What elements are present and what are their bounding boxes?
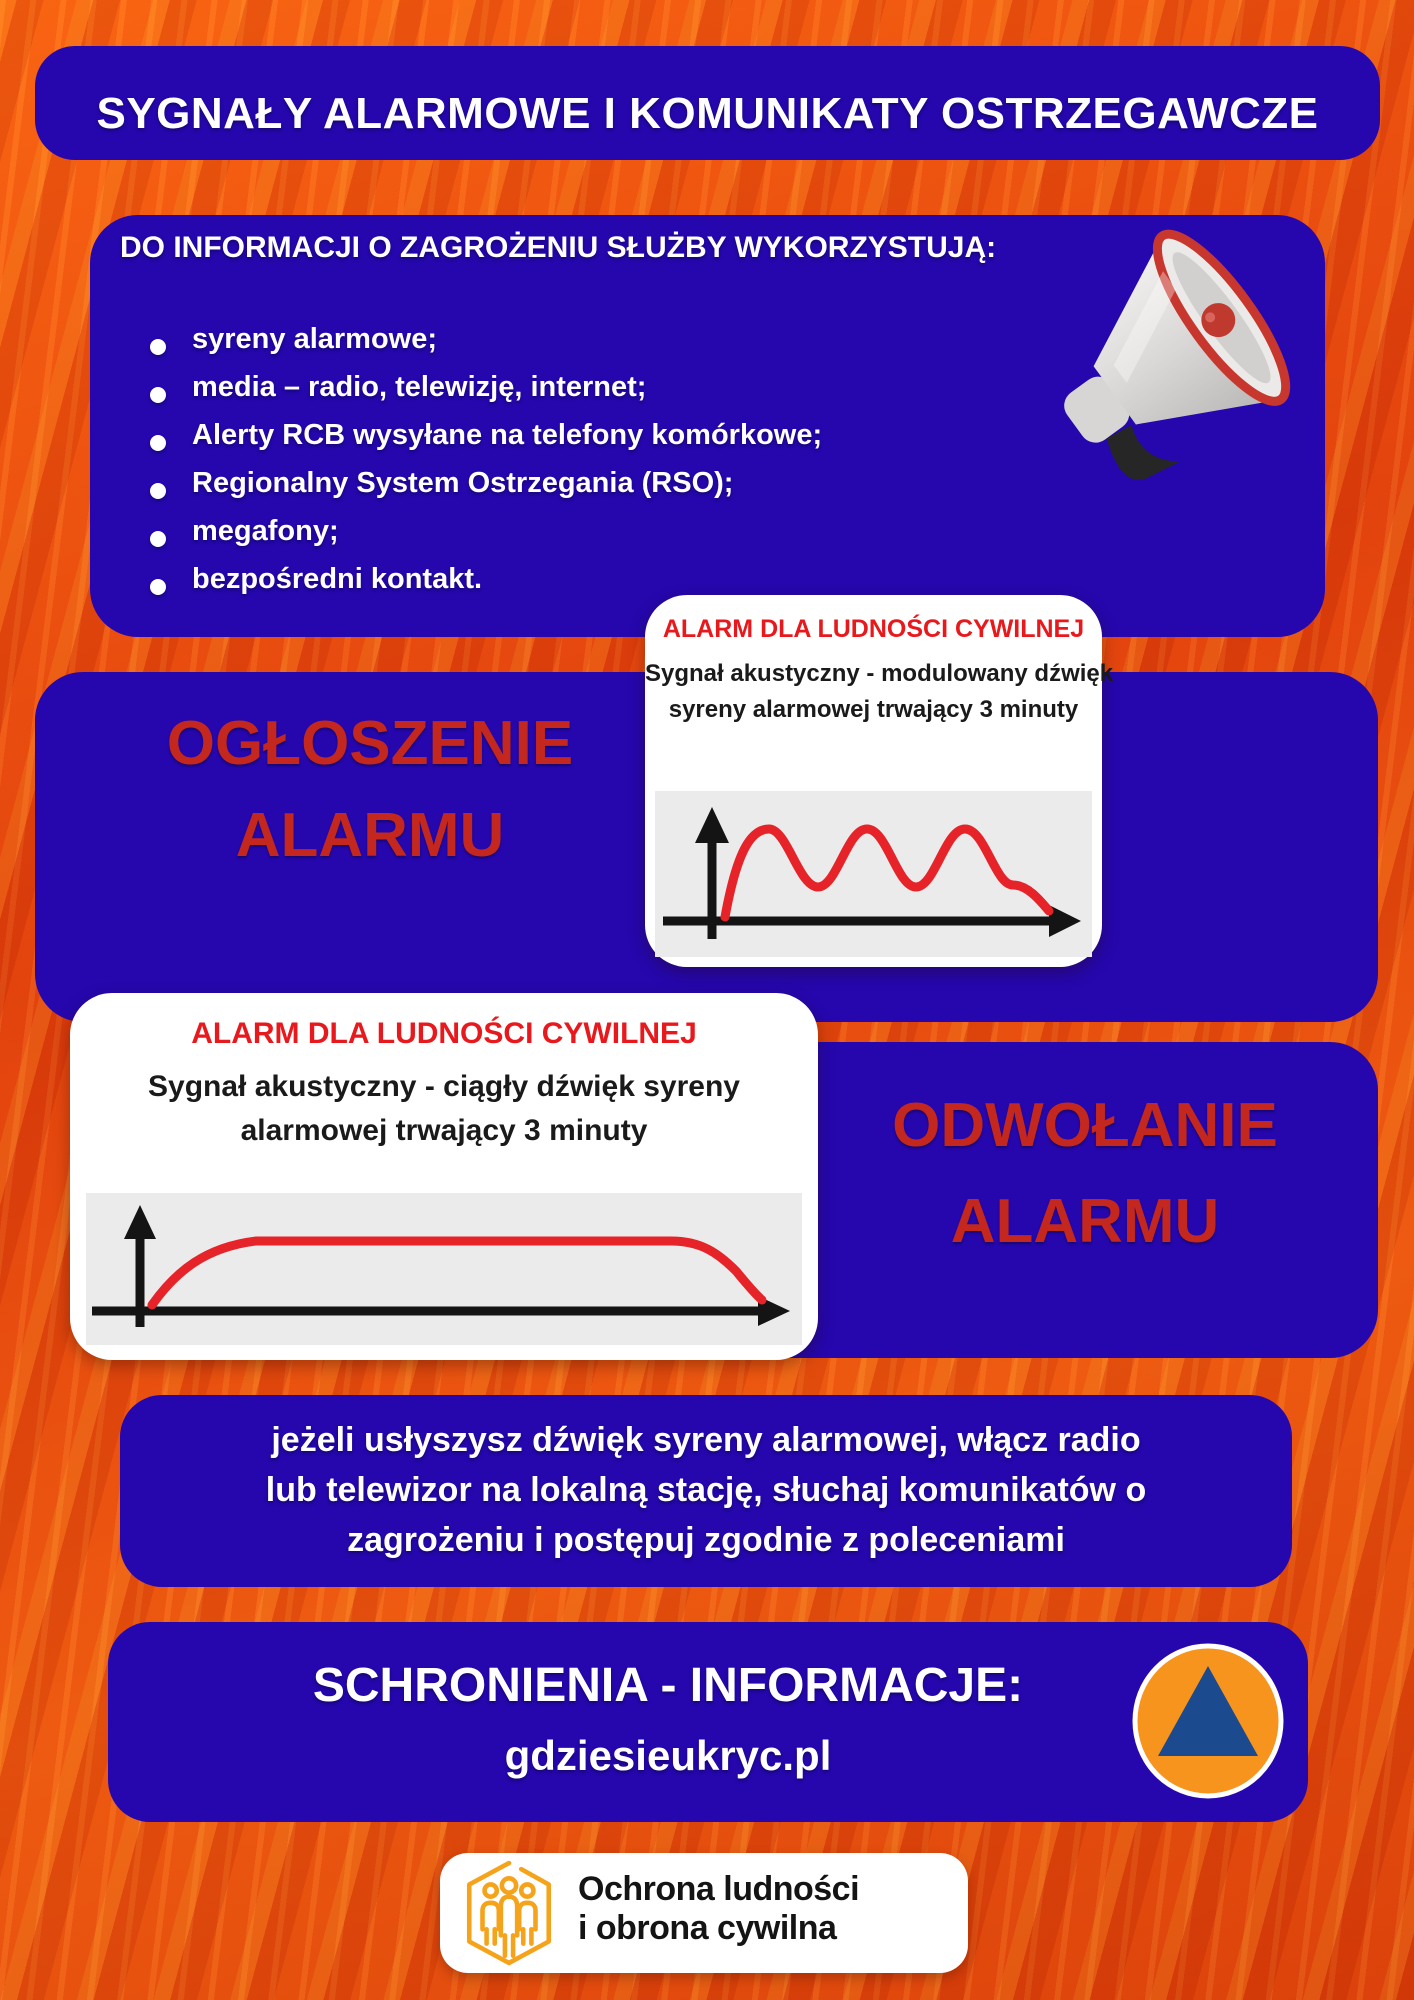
card-description	[645, 656, 1114, 728]
footer-line1: Ochrona ludności	[578, 1870, 860, 1908]
civil-defence-logo	[1130, 1642, 1286, 1800]
card-desc-line2: syreny alarmowej trwający 3 minuty	[668, 696, 1079, 723]
card-desc-line1: Sygnał akustyczny - ciągły dźwięk syreny	[148, 1070, 740, 1103]
info-bullet-list	[132, 323, 822, 611]
advice-line3: zagrożeniu i postępuj zgodnie z poleceniami	[347, 1521, 1065, 1559]
info-heading: DO INFORMACJI O ZAGROŻENIU SŁUŻBY WYKORZYSTUJĄ:	[120, 231, 997, 264]
announce-alarm-label	[105, 698, 635, 882]
bullet-text: syreny alarmowe;	[192, 323, 438, 355]
bullet-text: Alerty RCB wysyłane na telefony komórkowe;	[192, 419, 823, 451]
info-box	[90, 215, 1325, 637]
advice-line2: lub telewizor na lokalną stację, słuchaj komunikatów o	[265, 1471, 1147, 1509]
megaphone-icon	[1023, 203, 1323, 503]
announce-line2: ALARMU	[235, 801, 505, 870]
announce-signal-card	[645, 595, 1114, 967]
card-title: ALARM DLA LUDNOŚCI CYWILNEJ	[191, 1017, 697, 1050]
ochrona-ludnosci-logo-icon	[456, 1859, 562, 1967]
card-description	[70, 1065, 818, 1153]
footer-brand-box	[440, 1853, 968, 1973]
list-item	[132, 515, 822, 563]
cancel-line2: ALARMU	[950, 1187, 1220, 1256]
shelter-heading: SCHRONIENIA - INFORMACJE:	[312, 1659, 1024, 1712]
bullet-text: Regionalny System Ostrzegania (RSO);	[192, 467, 734, 499]
list-item	[132, 371, 822, 419]
card-title: ALARM DLA LUDNOŚCI CYWILNEJ	[662, 615, 1085, 643]
list-item	[132, 467, 822, 515]
shelter-url: gdziesieukryc.pl	[504, 1732, 832, 1779]
bullet-dot	[150, 579, 166, 595]
advice-box	[120, 1395, 1292, 1587]
modulated-signal-diagram	[655, 791, 1092, 957]
list-item	[132, 323, 822, 371]
bullet-dot	[150, 387, 166, 403]
bullet-text: megafony;	[192, 515, 339, 547]
bullet-text: media – radio, telewizję, internet;	[192, 371, 647, 403]
bullet-text: bezpośredni kontakt.	[192, 563, 483, 595]
advice-text	[120, 1395, 1292, 1565]
continuous-signal-diagram	[86, 1193, 802, 1345]
bullet-dot	[150, 339, 166, 355]
bullet-dot	[150, 531, 166, 547]
card-desc-line2: alarmowej trwający 3 minuty	[240, 1114, 648, 1147]
list-item	[132, 419, 822, 467]
footer-brand-text	[578, 1870, 859, 1948]
advice-line1: jeżeli usłyszysz dźwięk syreny alarmowej, włącz radio	[271, 1421, 1141, 1459]
bullet-dot	[150, 435, 166, 451]
cancel-line1: ODWOŁANIE	[892, 1091, 1278, 1160]
footer-line2: i obrona cywilna	[578, 1909, 837, 1947]
poster-title: SYGNAŁY ALARMOWE I KOMUNIKATY OSTRZEGAWCZE	[96, 89, 1319, 138]
cancel-signal-card	[70, 993, 818, 1360]
card-desc-line1: Sygnał akustyczny - modulowany dźwięk	[645, 660, 1114, 687]
shelter-info-box	[108, 1622, 1308, 1822]
bullet-dot	[150, 483, 166, 499]
cancel-alarm-label	[840, 1078, 1330, 1270]
header-bar	[35, 46, 1380, 160]
announce-line1: OGŁOSZENIE	[166, 709, 574, 778]
